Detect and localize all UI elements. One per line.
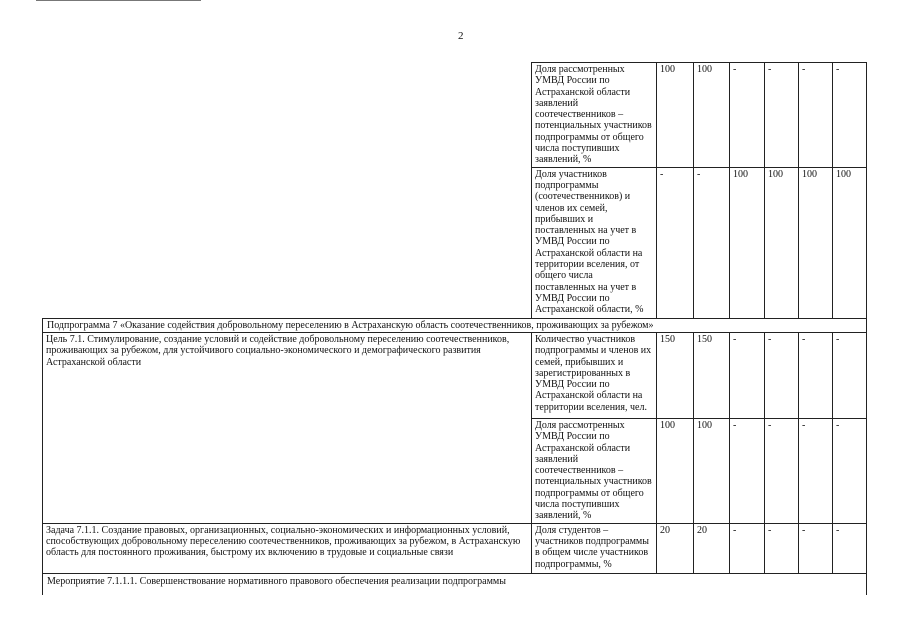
value-cell: 20 (657, 523, 694, 573)
value-cell: 100 (833, 167, 867, 318)
value-cell: - (833, 523, 867, 573)
indicator-cell: Доля студентов – участников подпрограммы в общем числе участников подпрограммы, % (532, 523, 657, 573)
value-cell: 100 (694, 63, 730, 168)
subprogram-title: Подпрограмма 7 «Оказание содействия добровольному переселению в Астраханскую область соотечественников, проживающих за рубежом» (43, 318, 867, 332)
value-cell: - (799, 332, 833, 418)
value-cell: - (833, 63, 867, 168)
value-cell: - (765, 523, 799, 573)
value-cell: - (730, 332, 765, 418)
value-cell: - (765, 332, 799, 418)
value-cell: - (833, 332, 867, 418)
value-cell: - (730, 63, 765, 168)
indicator-cell: Доля рассмотренных УМВД России по Астраханской области заявлений соотечественников – потенциальных участников подпрограммы от общего числа поступивших заявлений, % (532, 63, 657, 168)
value-cell: 20 (694, 523, 730, 573)
value-cell: - (833, 418, 867, 523)
value-cell: - (799, 418, 833, 523)
indicator-cell: Доля рассмотренных УМВД России по Астраханской области заявлений соотечественников – потенциальных участников подпрограммы от общего числа поступивших заявлений, % (532, 418, 657, 523)
value-cell: 150 (657, 332, 694, 418)
empty-goal-cell (43, 63, 532, 319)
top-rule (36, 0, 201, 1)
table-row (43, 318, 867, 332)
goal-cell: Цель 7.1. Стимулирование, создание условий и содействие добровольному переселению соотечественников, проживающих за рубежом, для устойчивого социально-экономического и демографического развития Астраханской области (43, 332, 532, 523)
indicator-cell: Доля участников подпрограммы (соотечественников) и членов их семей, прибывших и поставленных на учет в УМВД России по Астраханской области на территории вселения, от общего числа поставленных на учет в УМВД России по Астраханской области, % (532, 167, 657, 318)
value-cell: 100 (730, 167, 765, 318)
table-row (43, 523, 867, 573)
value-cell: - (765, 418, 799, 523)
value-cell: - (730, 418, 765, 523)
value-cell: 100 (765, 167, 799, 318)
page-number: 2 (458, 30, 464, 42)
indicator-cell: Количество участников подпрограммы и членов их семей, прибывших и зарегистрированных в УМВД России по Астраханской области на территории вселения, чел. (532, 332, 657, 418)
value-cell: - (765, 63, 799, 168)
value-cell: - (799, 523, 833, 573)
value-cell: - (730, 523, 765, 573)
measure-title: Мероприятие 7.1.1.1. Совершенствование нормативного правового обеспечения реализации подпрограммы (43, 573, 867, 595)
value-cell: 150 (694, 332, 730, 418)
value-cell: - (694, 167, 730, 318)
value-cell: 100 (799, 167, 833, 318)
indicators-table (42, 62, 867, 595)
table-row (43, 332, 867, 418)
value-cell: - (657, 167, 694, 318)
value-cell: 100 (657, 418, 694, 523)
value-cell: 100 (657, 63, 694, 168)
task-cell: Задача 7.1.1. Создание правовых, организационных, социально-экономических и информационных условий, способствующих добровольному переселению соотечественников, проживающих за рубежом, в Астраханскую область для постоянного проживания, быстрому их включению в трудовые и социальные связи (43, 523, 532, 573)
table-row (43, 63, 867, 168)
value-cell: - (799, 63, 833, 168)
table-row (43, 573, 867, 595)
value-cell: 100 (694, 418, 730, 523)
